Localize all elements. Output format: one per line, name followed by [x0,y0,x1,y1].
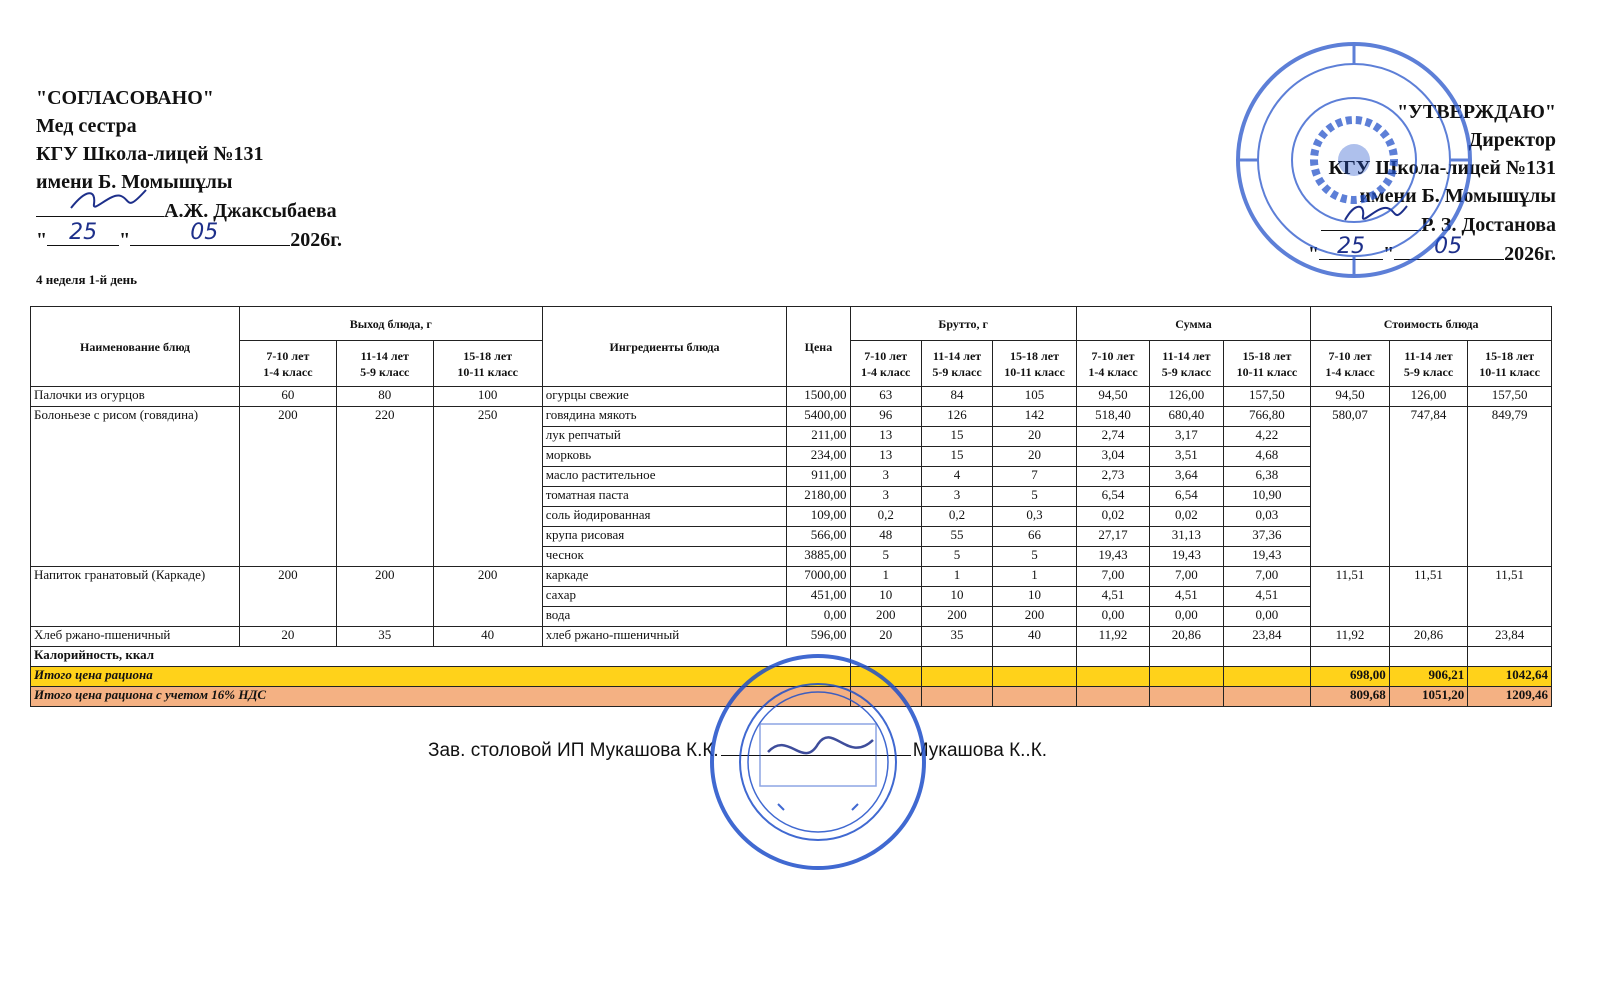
header-age-group: 15-18 лет 10-11 класс [433,341,542,387]
ingredient-brutto: 1 [921,567,992,587]
ingredient-brutto: 15 [921,427,992,447]
ingredient-price: 5400,00 [787,407,850,427]
approval-left-org2: имени Б. Момышұлы [36,171,233,193]
ingredient-sum: 11,92 [1076,627,1149,647]
calories-cell [921,647,992,667]
header-brutto: Брутто, г [850,307,1076,341]
ingredient-sum: 6,54 [1076,487,1149,507]
ingredient-brutto: 96 [850,407,921,427]
ingredient-sum: 4,22 [1223,427,1311,447]
ingredient-brutto: 3 [921,487,992,507]
vat-value: 1209,46 [1468,687,1552,707]
ingredient-sum: 3,51 [1150,447,1223,467]
calories-row [31,647,1552,667]
total-row [31,667,1552,687]
dish-cost: 11,51 [1311,567,1389,627]
vat-empty-cell [1223,687,1311,707]
approval-left-role: Мед сестра [36,115,137,137]
ingredient-brutto: 84 [921,387,992,407]
approval-right-org: КГУ Школа-лицей №131 [1328,157,1556,179]
ingredient-sum: 3,64 [1150,467,1223,487]
ingredient-name: масло растительное [542,467,787,487]
ingredient-sum: 31,13 [1150,527,1223,547]
ingredient-brutto: 48 [850,527,921,547]
ingredient-brutto: 1 [850,567,921,587]
ingredient-brutto: 66 [993,527,1077,547]
ingredient-brutto: 200 [921,607,992,627]
table-row [31,627,1552,647]
footer-right: Мукашова К..К. [912,740,1048,761]
footer-signature [428,737,1047,762]
dish-output: 100 [433,387,542,407]
dish-cost: 11,92 [1311,627,1389,647]
calories-cell [993,647,1077,667]
ingredient-sum: 157,50 [1223,387,1311,407]
calories-cell [1389,647,1467,667]
dish-cost: 11,51 [1389,567,1467,627]
vat-empty-cell [993,687,1077,707]
approval-right-title: "УТВЕРЖДАЮ" [1397,101,1556,123]
ingredient-sum: 19,43 [1076,547,1149,567]
total-empty-cell [850,667,921,687]
ingredient-brutto: 3 [850,467,921,487]
calories-cell [1311,647,1389,667]
ingredient-sum: 0,00 [1223,607,1311,627]
ingredient-brutto: 1 [993,567,1077,587]
ingredient-sum: 27,17 [1076,527,1149,547]
dish-name: Хлеб ржано-пшеничный [31,627,240,647]
table-row [31,387,1552,407]
header-age-group: 15-18 лет 10-11 класс [1223,341,1311,387]
ingredient-brutto: 55 [921,527,992,547]
ingredient-sum: 4,51 [1076,587,1149,607]
dish-output: 60 [239,387,336,407]
ingredient-sum: 2,74 [1076,427,1149,447]
dish-output: 220 [336,407,433,567]
header-age-group: 11-14 лет 5-9 класс [921,341,992,387]
total-empty-cell [1223,667,1311,687]
ingredient-brutto: 105 [993,387,1077,407]
ingredient-sum: 0,02 [1150,507,1223,527]
dish-cost: 157,50 [1468,387,1552,407]
ingredient-sum: 2,73 [1076,467,1149,487]
ingredient-brutto: 10 [993,587,1077,607]
dish-output: 200 [239,407,336,567]
ingredient-price: 2180,00 [787,487,850,507]
calories-cell [1076,647,1149,667]
ingredient-sum: 0,02 [1076,507,1149,527]
dish-output: 35 [336,627,433,647]
header-name: Наименование блюд [31,307,240,387]
header-age-group: 7-10 лет 1-4 класс [239,341,336,387]
vat-row [31,687,1552,707]
total-empty-cell [993,667,1077,687]
ingredient-name: огурцы свежие [542,387,787,407]
total-value: 1042,64 [1468,667,1552,687]
ingredient-brutto: 5 [993,547,1077,567]
ingredient-price: 109,00 [787,507,850,527]
dish-name: Болоньезе с рисом (говядина) [31,407,240,567]
ingredient-brutto: 13 [850,447,921,467]
ingredient-brutto: 40 [993,627,1077,647]
ingredient-sum: 3,04 [1076,447,1149,467]
ingredient-brutto: 20 [993,427,1077,447]
ingredient-sum: 37,36 [1223,527,1311,547]
ingredient-sum: 6,38 [1223,467,1311,487]
table-row [31,567,1552,587]
header-ingredients: Ингредиенты блюда [542,307,787,387]
ingredient-brutto: 15 [921,447,992,467]
header-age-group: 15-18 лет 10-11 класс [993,341,1077,387]
total-empty-cell [1076,667,1149,687]
ingredient-price: 911,00 [787,467,850,487]
ingredient-sum: 6,54 [1150,487,1223,507]
dish-cost: 849,79 [1468,407,1552,567]
ingredient-sum: 4,51 [1150,587,1223,607]
total-label: Итого цена рациона [31,667,851,687]
ingredient-price: 451,00 [787,587,850,607]
ingredient-name: крупа рисовая [542,527,787,547]
menu-table [30,306,1552,707]
header-price: Цена [787,307,850,387]
approval-right-org2: имени Б. Момышұлы [1359,185,1556,207]
ingredient-brutto: 63 [850,387,921,407]
ingredient-sum: 94,50 [1076,387,1149,407]
calories-cell [850,647,921,667]
ingredient-name: лук репчатый [542,427,787,447]
ingredient-price: 596,00 [787,627,850,647]
approval-right-date: " 25 " 05 2026г. [1307,234,1556,265]
dish-output: 40 [433,627,542,647]
ingredient-sum: 7,00 [1150,567,1223,587]
ingredient-brutto: 10 [850,587,921,607]
approval-right [1308,98,1556,268]
ingredient-brutto: 200 [850,607,921,627]
ingredient-price: 234,00 [787,447,850,467]
ingredient-brutto: 4 [921,467,992,487]
week-label: 4 неделя 1-й день [36,272,138,287]
ingredient-sum: 20,86 [1150,627,1223,647]
dish-cost: 126,00 [1389,387,1467,407]
ingredient-sum: 23,84 [1223,627,1311,647]
signature-line [1321,210,1421,231]
ingredient-price: 211,00 [787,427,850,447]
dish-cost: 747,84 [1389,407,1467,567]
ingredient-name: соль йодированная [542,507,787,527]
approval-right-person: Р. З. Достанова [1421,214,1556,236]
ingredient-name: сахар [542,587,787,607]
ingredient-sum: 10,90 [1223,487,1311,507]
table-row [31,407,1552,427]
handwritten-signature-icon [66,184,156,214]
calories-label: Калорийность, ккал [31,647,851,667]
approval-right-day: 25 [1337,234,1366,259]
ingredient-sum: 7,00 [1223,567,1311,587]
approval-right-year: 2026г. [1504,243,1556,265]
ingredient-brutto: 35 [921,627,992,647]
header-cost: Стоимость блюда [1311,307,1552,341]
dish-name: Напиток гранатовый (Каркаде) [31,567,240,627]
ingredient-name: вода [542,607,787,627]
ingredient-name: хлеб ржано-пшеничный [542,627,787,647]
ingredient-price: 3885,00 [787,547,850,567]
ingredient-brutto: 10 [921,587,992,607]
total-empty-cell [1150,667,1223,687]
total-empty-cell [921,667,992,687]
approval-right-role: Директор [1468,129,1556,151]
ingredient-brutto: 20 [850,627,921,647]
dish-output: 80 [336,387,433,407]
vat-label: Итого цена рациона с учетом 16% НДС [31,687,851,707]
ingredient-brutto: 7 [993,467,1077,487]
handwritten-signature-icon [1341,198,1411,228]
dish-name: Палочки из огурцов [31,387,240,407]
approval-right-month: 05 [1434,234,1463,259]
approval-left-person: А.Ж. Джаксыбаева [164,200,337,222]
total-value: 698,00 [1311,667,1389,687]
approval-left-day: 25 [69,220,98,245]
footer-signature-line [721,737,911,756]
ingredient-sum: 0,03 [1223,507,1311,527]
ingredient-brutto: 142 [993,407,1077,427]
ingredient-name: говядина мякоть [542,407,787,427]
ingredient-sum: 766,80 [1223,407,1311,427]
ingredient-price: 1500,00 [787,387,850,407]
approval-left-title: "СОГЛАСОВАНО" [36,87,214,109]
approval-left-date: " 25 " 05 2026г. [36,220,343,251]
dish-output: 20 [239,627,336,647]
vat-empty-cell [1076,687,1149,707]
header-output: Выход блюда, г [239,307,542,341]
ingredient-name: чеснок [542,547,787,567]
ingredient-sum: 19,43 [1223,547,1311,567]
approval-left-month: 05 [190,220,219,245]
header-age-group: 11-14 лет 5-9 класс [1389,341,1467,387]
ingredient-name: каркаде [542,567,787,587]
header-age-group: 15-18 лет 10-11 класс [1468,341,1552,387]
vat-value: 1051,20 [1389,687,1467,707]
footer-left: Зав. столовой ИП Мукашова К.К. [428,740,719,761]
ingredient-brutto: 5 [921,547,992,567]
dish-cost: 11,51 [1468,567,1552,627]
signature-line [36,196,164,217]
vat-empty-cell [1150,687,1223,707]
vat-empty-cell [921,687,992,707]
ingredient-sum: 0,00 [1150,607,1223,627]
ingredient-price: 0,00 [787,607,850,627]
ingredient-sum: 518,40 [1076,407,1149,427]
dish-cost: 94,50 [1311,387,1389,407]
ingredient-price: 7000,00 [787,567,850,587]
total-value: 906,21 [1389,667,1467,687]
header-age-group: 7-10 лет 1-4 класс [1311,341,1389,387]
ingredient-sum: 4,51 [1223,587,1311,607]
ingredient-brutto: 5 [850,547,921,567]
ingredient-brutto: 13 [850,427,921,447]
ingredient-sum: 680,40 [1150,407,1223,427]
ingredient-name: морковь [542,447,787,467]
ingredient-brutto: 20 [993,447,1077,467]
ingredient-price: 566,00 [787,527,850,547]
ingredient-name: томатная паста [542,487,787,507]
header-sum: Сумма [1076,307,1310,341]
header-age-group: 7-10 лет 1-4 класс [850,341,921,387]
calories-cell [1468,647,1552,667]
dish-output: 250 [433,407,542,567]
approval-left [36,84,342,254]
ingredient-sum: 4,68 [1223,447,1311,467]
dish-cost: 580,07 [1311,407,1389,567]
ingredient-brutto: 5 [993,487,1077,507]
ingredient-brutto: 0,2 [921,507,992,527]
ingredient-brutto: 200 [993,607,1077,627]
ingredient-sum: 0,00 [1076,607,1149,627]
ingredient-sum: 19,43 [1150,547,1223,567]
vat-value: 809,68 [1311,687,1389,707]
vat-empty-cell [850,687,921,707]
ingredient-brutto: 3 [850,487,921,507]
dish-output: 200 [336,567,433,627]
header-age-group: 11-14 лет 5-9 класс [336,341,433,387]
ingredient-brutto: 0,2 [850,507,921,527]
ingredient-brutto: 0,3 [993,507,1077,527]
ingredient-sum: 7,00 [1076,567,1149,587]
calories-cell [1150,647,1223,667]
header-age-group: 7-10 лет 1-4 класс [1076,341,1149,387]
ingredient-sum: 3,17 [1150,427,1223,447]
approval-left-org: КГУ Школа-лицей №131 [36,143,264,165]
calories-cell [1223,647,1311,667]
dish-output: 200 [433,567,542,627]
ingredient-brutto: 126 [921,407,992,427]
header-age-group: 11-14 лет 5-9 класс [1150,341,1223,387]
approval-left-year: 2026г. [290,229,343,251]
ingredient-sum: 126,00 [1150,387,1223,407]
dish-cost: 23,84 [1468,627,1552,647]
dish-cost: 20,86 [1389,627,1467,647]
dish-output: 200 [239,567,336,627]
